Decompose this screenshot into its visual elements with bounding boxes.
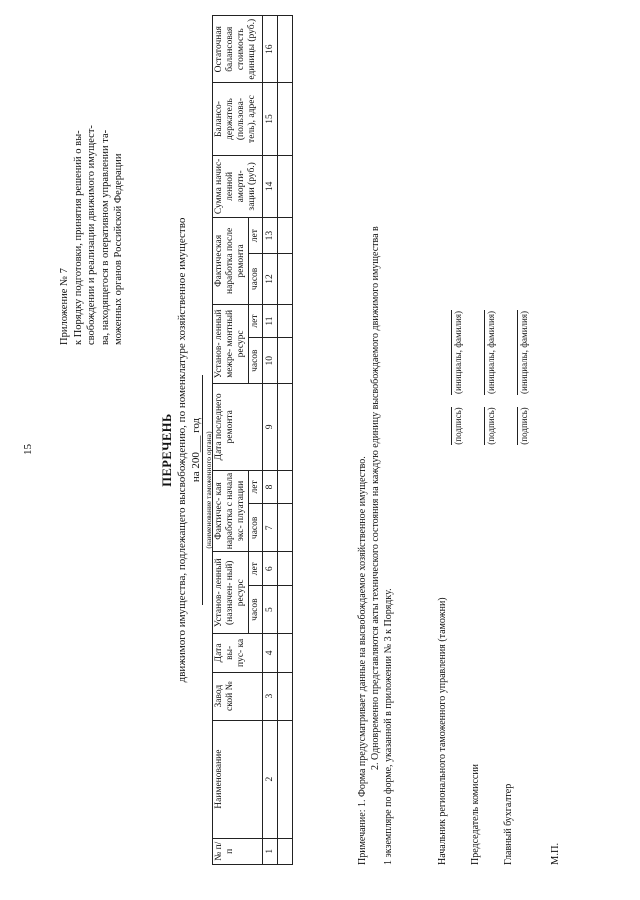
table-cell [278, 470, 293, 504]
year-line: на 200___ год [190, 417, 202, 483]
column-number: 1 [263, 838, 278, 864]
signer-accountant-label: Главный бухгалтер [503, 783, 514, 865]
name-line [451, 310, 452, 395]
name-line [484, 310, 485, 395]
name-line [517, 310, 518, 395]
name-caption: (инициалы, фамилия) [453, 311, 463, 394]
document-title: ПЕРЕЧЕНЬ [160, 413, 174, 487]
header-balance-holder: Балансо- держатель (пользова- тель), адрес [213, 83, 263, 155]
table-row [278, 16, 293, 865]
subheader-years: лет [249, 304, 263, 338]
table-cell [278, 720, 293, 838]
table-cell [278, 218, 293, 254]
subheader-years: лет [249, 218, 263, 254]
table-cell [278, 304, 293, 338]
subheader-hours: часов [249, 586, 263, 634]
header-actual-runtime: Фактичес- кая наработка с начала экс- плуатации [213, 470, 249, 552]
appendix-line: Приложение № 7 [59, 268, 70, 345]
table-cell [278, 586, 293, 634]
subheader-hours: часов [249, 338, 263, 384]
column-number: 15 [263, 83, 278, 155]
note-line: 1 экземпляре по форме, указанной в приложении № 3 к Порядку. [383, 588, 394, 865]
property-table [212, 15, 293, 865]
org-name-line [202, 375, 203, 605]
subheader-years: лет [249, 552, 263, 586]
column-number: 12 [263, 254, 278, 305]
table-cell [278, 504, 293, 552]
column-number-row [263, 16, 278, 865]
table-cell [278, 16, 293, 83]
appendix-header [58, 15, 126, 345]
header-release-date: Дата вы- пус- ка [213, 634, 263, 672]
table-cell [278, 254, 293, 305]
signer-chair-label: Председатель комиссии [470, 763, 481, 865]
column-number: 10 [263, 338, 278, 384]
table-cell [278, 338, 293, 384]
header-runtime-after-repair: Фактическая наработка после ремонта [213, 218, 249, 305]
column-number: 7 [263, 504, 278, 552]
subheader-hours: часов [249, 504, 263, 552]
header-residual-value: Остаточная балансовая стоимость единицы (руб.) [213, 16, 263, 83]
signature-line [451, 407, 452, 445]
table-cell [278, 384, 293, 471]
note-line: 2. Одновременно представляются акты технического состояния на каждую единицу высвобождаемого движимого имущества в [370, 226, 381, 770]
table-header-row [213, 16, 249, 865]
appendix-line: к Порядку подготовки, принятия решений о вы- [72, 130, 84, 345]
header-name: Наименование [213, 720, 263, 838]
column-number: 5 [263, 586, 278, 634]
table-cell [278, 155, 293, 218]
signature-line [517, 407, 518, 445]
table-cell [278, 83, 293, 155]
table-cell [278, 838, 293, 864]
appendix-line: ва, находящегося в оперативном управлении та- [99, 129, 111, 345]
table-cell [278, 672, 293, 720]
signature-caption: (подпись) [453, 407, 463, 445]
signature-caption: (подпись) [486, 407, 496, 445]
appendix-line: свобождении и реализации движимого имущест- [86, 125, 97, 345]
stamp-place: М.П. [550, 842, 561, 865]
header-established-resource: Установ- ленный (назначен- ный) ресурс [213, 552, 249, 634]
column-number: 11 [263, 304, 278, 338]
name-caption: (инициалы, фамилия) [519, 311, 529, 394]
column-number: 16 [263, 16, 278, 83]
table-cell [278, 634, 293, 672]
column-number: 6 [263, 552, 278, 586]
header-interrepair-resource: Установ- ленный межре- монтный ресурс [213, 304, 249, 383]
column-number: 9 [263, 384, 278, 471]
signature-caption: (подпись) [519, 407, 529, 445]
header-num: № п/п [213, 838, 263, 864]
column-number: 13 [263, 218, 278, 254]
note-line: Примечание: 1. Форма предусматривает данные на высвобождаемое хозяйственное имущество. [357, 456, 368, 865]
column-number: 2 [263, 720, 278, 838]
column-number: 3 [263, 672, 278, 720]
org-name-caption: (наименование таможенного органа) [204, 431, 213, 549]
column-number: 14 [263, 155, 278, 218]
column-number: 4 [263, 634, 278, 672]
name-caption: (инициалы, фамилия) [486, 311, 496, 394]
header-last-repair-date: Дата последнего ремонта [213, 384, 263, 471]
signer-head-label: Начальник регионального таможенного управления (таможни) [437, 597, 448, 865]
column-number: 8 [263, 470, 278, 504]
header-factory-number: Завод ской № [213, 672, 263, 720]
subheader-years: лет [249, 470, 263, 504]
signature-line [484, 407, 485, 445]
table-cell [278, 552, 293, 586]
header-depreciation: Сумма начис- ленной аморти- зации (руб.) [213, 155, 263, 218]
subheader-hours: часов [249, 254, 263, 305]
document-subtitle: движимого имущества, подлежащего высвобождению, по номенклатуре хозяйственное имущество [176, 217, 188, 683]
page-number: 15 [22, 444, 34, 455]
appendix-line: моженных органов Российской Федерации [113, 153, 124, 345]
